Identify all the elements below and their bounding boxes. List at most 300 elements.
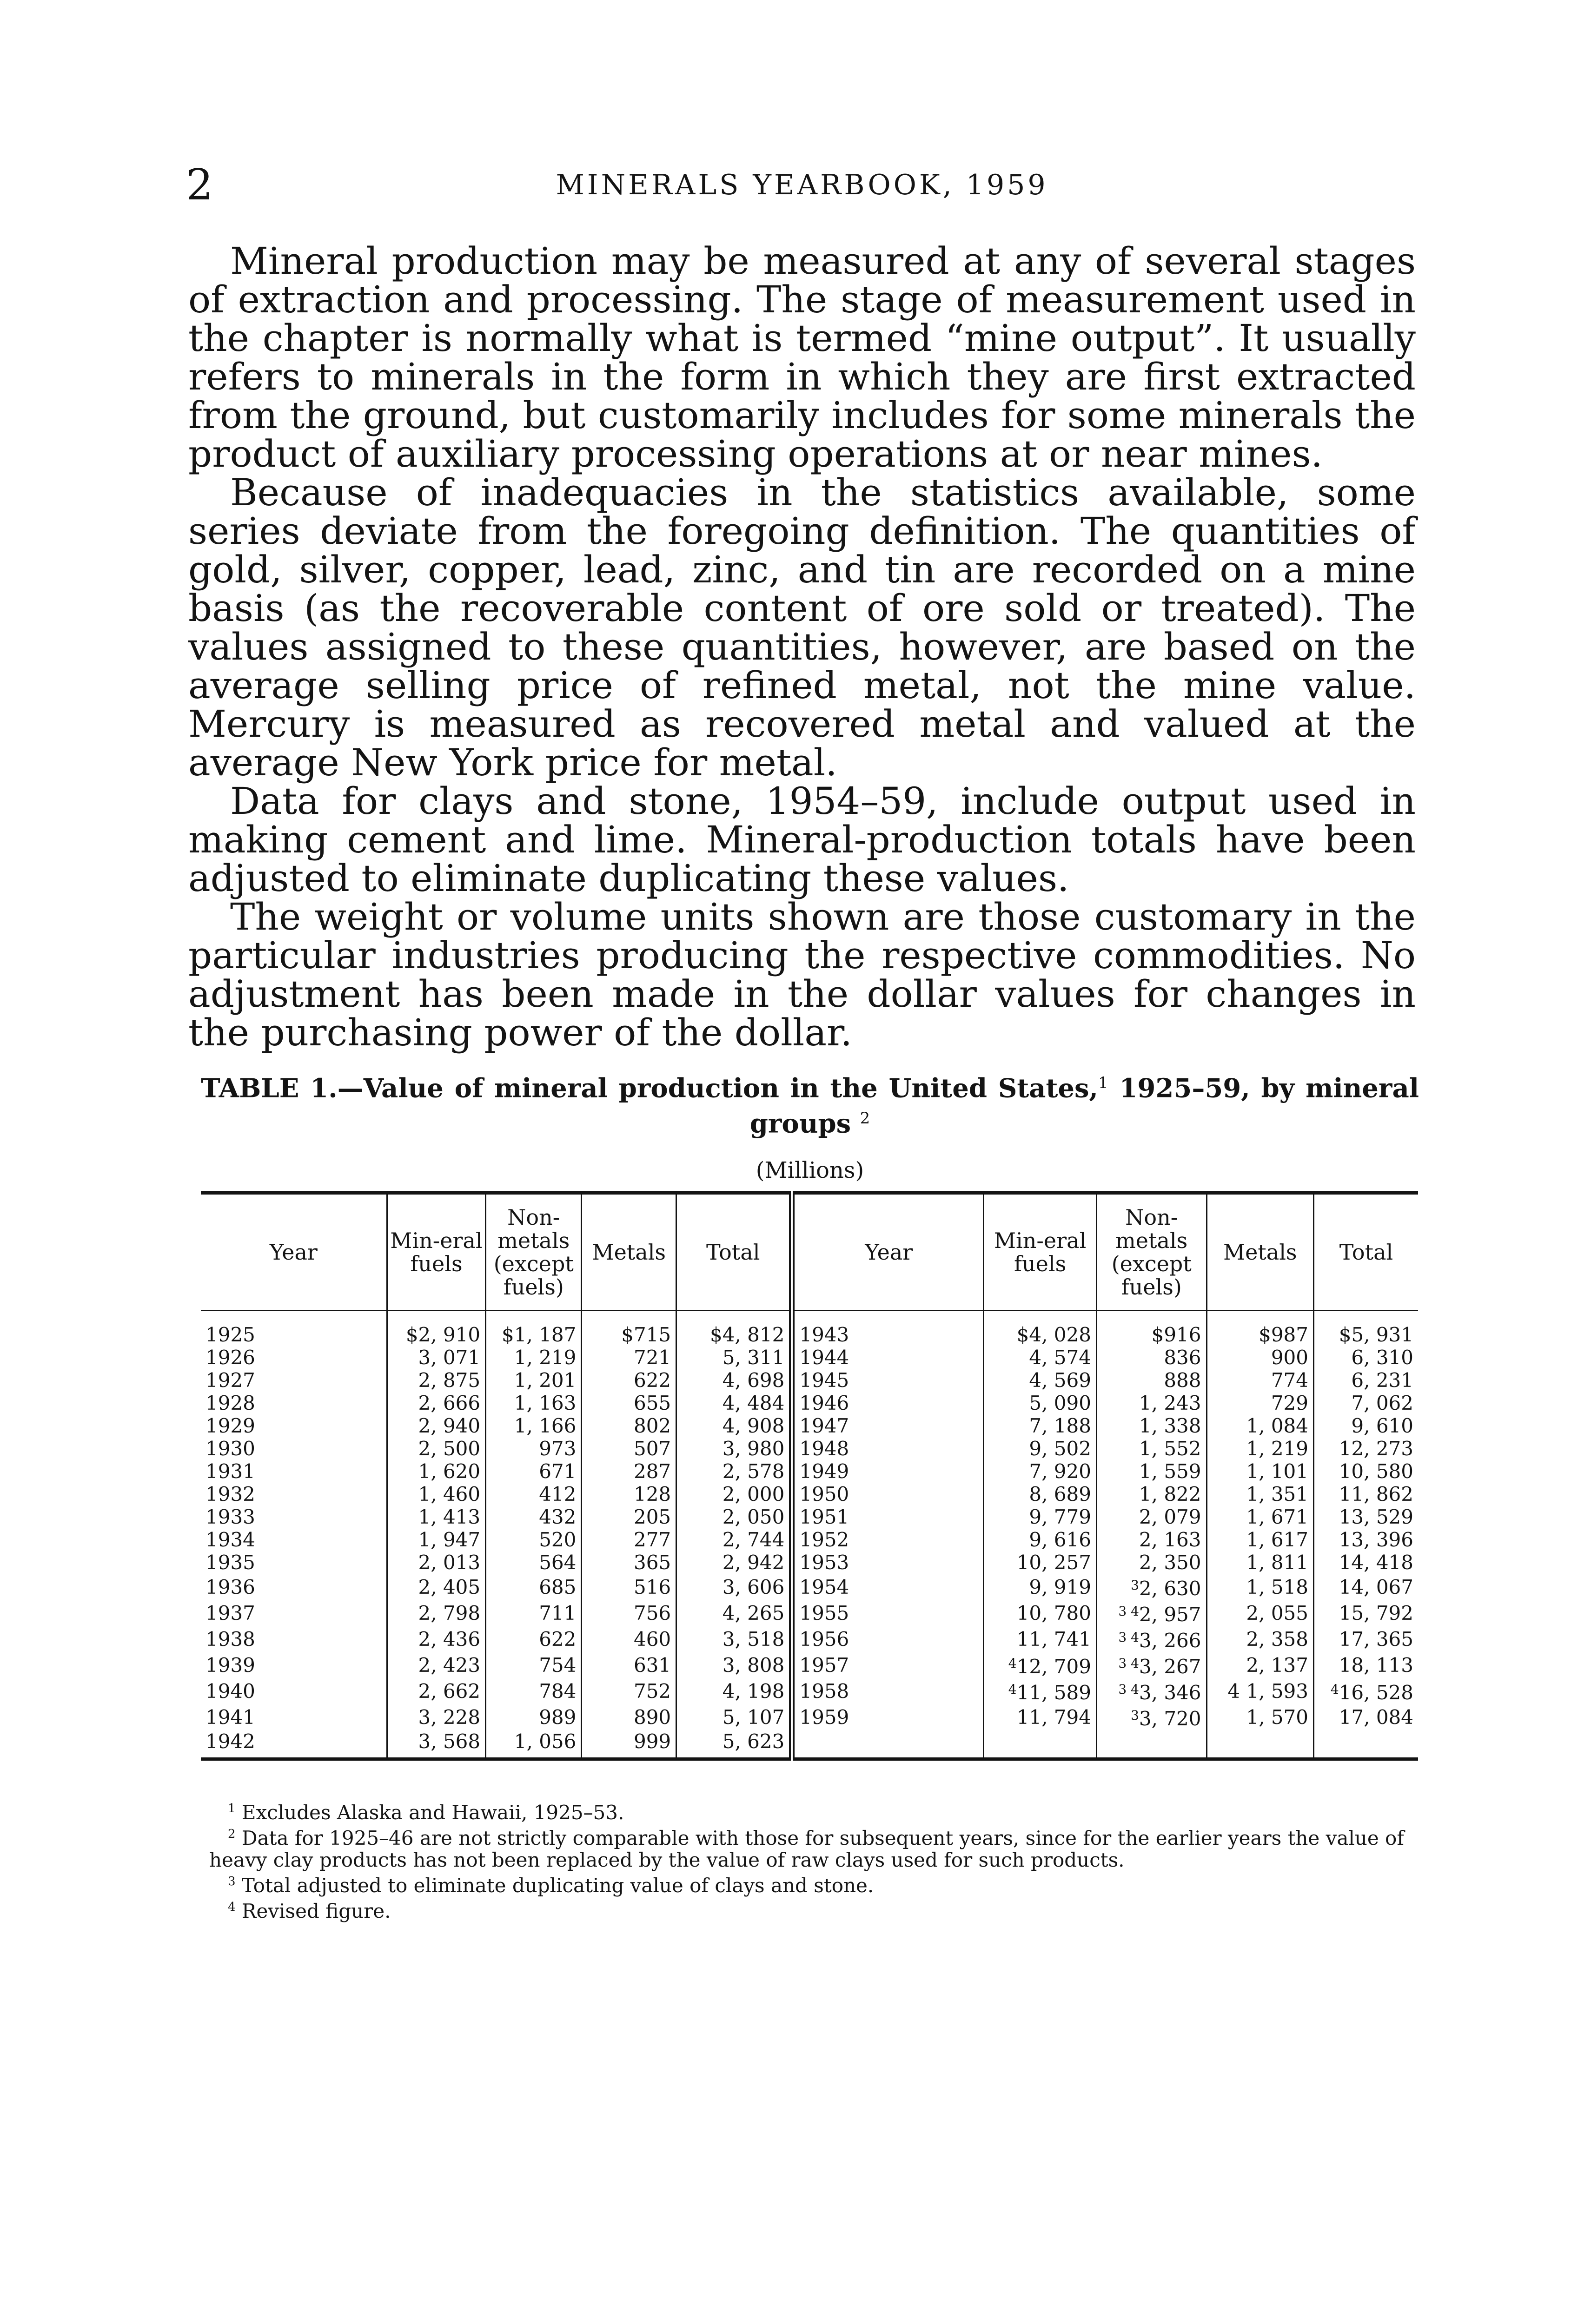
cell-value: 5, 090 <box>1029 1392 1091 1414</box>
metals-cell: 4 1, 593 <box>1207 1678 1314 1704</box>
table-wrapper <box>201 1191 1418 1761</box>
total-cell: 4, 908 <box>676 1414 792 1437</box>
year-cell: 1926 <box>206 1346 255 1369</box>
year-cell: 1933 <box>206 1505 255 1528</box>
mineral-fuels-cell <box>984 1369 1097 1392</box>
year-cell: 1941 <box>206 1705 255 1729</box>
nonmetals-cell <box>1096 1483 1207 1505</box>
cell-value: 2, 079 <box>1139 1505 1201 1528</box>
mineral-fuels-cell: 2, 436 <box>387 1626 485 1652</box>
cell-value: 10, 580 <box>1339 1460 1413 1483</box>
cell-value: 9, 616 <box>1029 1528 1091 1551</box>
nonmetals-cell: 622 <box>486 1626 582 1652</box>
total-cell: 5, 623 <box>676 1730 792 1759</box>
metals-cell: 655 <box>582 1392 676 1414</box>
metals-cell: 507 <box>582 1437 676 1460</box>
table-row <box>201 1574 1418 1600</box>
cell-value: 3, 267 <box>1139 1655 1201 1678</box>
table-row <box>201 1505 1418 1528</box>
empty-cell <box>792 1730 983 1759</box>
footnote-ref: 4 <box>1008 1656 1017 1671</box>
table-row <box>201 1551 1418 1574</box>
metals-cell: 2, 137 <box>1207 1652 1314 1678</box>
footnote-mark: 1 <box>228 1802 236 1816</box>
mineral-fuels-cell <box>984 1551 1097 1574</box>
table-bottom-rule <box>201 1759 1418 1761</box>
total-cell <box>1314 1678 1419 1704</box>
col-header-total: Total <box>1314 1193 1419 1311</box>
total-cell <box>1314 1346 1419 1369</box>
footnote <box>209 1871 1427 1896</box>
footnote <box>209 1896 1427 1922</box>
metals-cell: 900 <box>1207 1346 1314 1369</box>
table-row <box>201 1626 1418 1652</box>
metals-cell: 365 <box>582 1551 676 1574</box>
footnote-mark: 3 <box>228 1875 236 1888</box>
nonmetals-cell: 1, 219 <box>486 1346 582 1369</box>
cell-value: 7, 062 <box>1351 1392 1413 1414</box>
table-row <box>201 1414 1418 1437</box>
metals-cell: 277 <box>582 1528 676 1551</box>
mineral-fuels-cell <box>984 1574 1097 1600</box>
year-cell: 1938 <box>206 1627 255 1651</box>
page-number: 2 <box>186 160 213 210</box>
metals-cell: 756 <box>582 1600 676 1626</box>
paragraph: Data for clays and stone, 1954–59, include output used in making cement and lime. Mineral-production totals have been adjusted to eliminate duplicating these values. <box>188 779 1416 900</box>
nonmetals-cell: 520 <box>486 1528 582 1551</box>
metals-cell: 2, 055 <box>1207 1600 1314 1626</box>
table-row <box>201 1600 1418 1626</box>
mineral-fuels-cell: 2, 662 <box>387 1678 485 1704</box>
year-cell: 1952 <box>792 1528 983 1551</box>
table-row <box>201 1528 1418 1551</box>
footnote-mark: 2 <box>228 1827 236 1841</box>
metals-cell: 1, 570 <box>1207 1704 1314 1730</box>
total-cell <box>1314 1704 1419 1730</box>
empty-cell <box>984 1730 1097 1759</box>
table-title <box>201 1068 1419 1138</box>
total-cell <box>1314 1528 1419 1551</box>
total-cell <box>1314 1392 1419 1414</box>
table-row <box>201 1346 1418 1369</box>
cell-value: 16, 528 <box>1339 1681 1413 1704</box>
total-cell: 5, 107 <box>676 1704 792 1730</box>
mineral-fuels-cell <box>984 1392 1097 1414</box>
nonmetals-cell <box>1096 1574 1207 1600</box>
footnote-text: Excludes Alaska and Hawaii, 1925–53. <box>241 1801 624 1824</box>
mineral-fuels-cell: 1, 947 <box>387 1528 485 1551</box>
nonmetals-cell: $1, 187 <box>486 1311 582 1347</box>
total-cell <box>1314 1311 1419 1347</box>
col-header-total: Total <box>676 1193 792 1311</box>
metals-cell: 1, 084 <box>1207 1414 1314 1437</box>
metals-cell: 205 <box>582 1505 676 1528</box>
cell-value: 1, 243 <box>1139 1392 1201 1414</box>
year-cell: 1957 <box>792 1652 983 1678</box>
total-cell <box>1314 1551 1419 1574</box>
mineral-fuels-cell <box>984 1600 1097 1626</box>
table-row <box>201 1652 1418 1678</box>
footnote-ref: 3 <box>1131 1708 1139 1723</box>
mineral-fuels-cell: 1, 460 <box>387 1483 485 1505</box>
footnote-ref: 1 <box>1098 1074 1108 1092</box>
cell-value: 4, 569 <box>1029 1369 1091 1392</box>
total-cell: 2, 942 <box>676 1551 792 1574</box>
year-cell: 1932 <box>206 1483 255 1505</box>
cell-value: 6, 310 <box>1351 1346 1413 1369</box>
total-cell: 2, 000 <box>676 1483 792 1505</box>
footnote-ref: 3 4 <box>1118 1656 1139 1671</box>
metals-cell: 2, 358 <box>1207 1626 1314 1652</box>
metals-cell: 1, 617 <box>1207 1528 1314 1551</box>
footnote-ref: 4 <box>1330 1682 1339 1697</box>
mineral-fuels-cell <box>984 1483 1097 1505</box>
year-cell: 1929 <box>206 1414 255 1437</box>
table-row <box>201 1311 1418 1347</box>
cell-value: $5, 931 <box>1339 1323 1413 1346</box>
total-cell: 2, 050 <box>676 1505 792 1528</box>
table-title-text: TABLE 1.—Value of mineral production in the United States, <box>201 1073 1098 1104</box>
cell-value: 1, 822 <box>1139 1483 1201 1505</box>
nonmetals-cell: 412 <box>486 1483 582 1505</box>
mineral-fuels-cell: 2, 500 <box>387 1437 485 1460</box>
year-cell: 1945 <box>792 1369 983 1392</box>
mineral-fuels-cell: 2, 940 <box>387 1414 485 1437</box>
total-cell: 5, 311 <box>676 1346 792 1369</box>
nonmetals-cell <box>1096 1600 1207 1626</box>
metals-cell: 999 <box>582 1730 676 1759</box>
total-cell <box>1314 1369 1419 1392</box>
total-cell: 4, 484 <box>676 1392 792 1414</box>
total-cell <box>1314 1574 1419 1600</box>
cell-value: 3, 266 <box>1139 1629 1201 1652</box>
metals-cell: $987 <box>1207 1311 1314 1347</box>
metals-cell: 460 <box>582 1626 676 1652</box>
metals-cell: 128 <box>582 1483 676 1505</box>
cell-value: 10, 257 <box>1016 1551 1091 1574</box>
metals-cell: 1, 219 <box>1207 1437 1314 1460</box>
cell-value: 6, 231 <box>1351 1369 1413 1392</box>
cell-value: 7, 920 <box>1029 1460 1091 1483</box>
footnote-text: Revised figure. <box>241 1900 391 1922</box>
year-cell: 1937 <box>206 1601 255 1624</box>
cell-value: 9, 779 <box>1029 1505 1091 1528</box>
nonmetals-cell <box>1096 1626 1207 1652</box>
year-cell: 1928 <box>206 1392 255 1414</box>
table-row <box>201 1460 1418 1483</box>
cell-value: 9, 502 <box>1029 1437 1091 1460</box>
nonmetals-cell: 711 <box>486 1600 582 1626</box>
col-header-nonmetals: Non-metals (except fuels) <box>1096 1193 1207 1311</box>
year-cell: 1949 <box>792 1460 983 1483</box>
cell-value: 12, 273 <box>1339 1437 1413 1460</box>
nonmetals-cell: 1, 056 <box>486 1730 582 1759</box>
year-cell: 1931 <box>206 1460 255 1483</box>
total-cell <box>1314 1460 1419 1483</box>
mineral-fuels-cell <box>984 1346 1097 1369</box>
paragraph: Mineral production may be measured at any of several stages of extraction and processing. The stage of measurement used in the chapter is normally what is termed “mine output”. It usually refers to minerals in the form in which they are first extracted from the ground, but customarily includes for some minerals the product of auxiliary processing operations at or near mines. <box>188 239 1416 475</box>
year-cell: 1944 <box>792 1346 983 1369</box>
cell-value: 9, 919 <box>1029 1575 1091 1598</box>
year-cell: 1951 <box>792 1505 983 1528</box>
cell-value: 836 <box>1164 1346 1201 1369</box>
footnote-mark: 4 <box>228 1900 236 1914</box>
year-cell: 1925 <box>206 1323 255 1346</box>
metals-cell: 516 <box>582 1574 676 1600</box>
mineral-fuels-cell <box>984 1652 1097 1678</box>
table-row <box>201 1483 1418 1505</box>
cell-value: $4, 028 <box>1016 1323 1091 1346</box>
mineral-fuels-cell <box>984 1505 1097 1528</box>
cell-value: $916 <box>1151 1323 1201 1346</box>
metals-cell: 622 <box>582 1369 676 1392</box>
bottom-rule <box>201 1759 1418 1761</box>
cell-value: 14, 067 <box>1339 1575 1413 1598</box>
metals-cell: 890 <box>582 1704 676 1730</box>
cell-value: 11, 794 <box>1016 1705 1091 1729</box>
total-cell <box>1314 1505 1419 1528</box>
header-row <box>201 1193 1418 1311</box>
mineral-fuels-cell: 2, 798 <box>387 1600 485 1626</box>
table-row <box>201 1392 1418 1414</box>
mineral-fuels-cell <box>984 1460 1097 1483</box>
mineral-fuels-cell <box>984 1704 1097 1730</box>
total-cell: 4, 698 <box>676 1369 792 1392</box>
nonmetals-cell <box>1096 1704 1207 1730</box>
nonmetals-cell: 671 <box>486 1460 582 1483</box>
table-body <box>201 1311 1418 1759</box>
nonmetals-cell: 1, 166 <box>486 1414 582 1437</box>
table-row <box>201 1678 1418 1704</box>
nonmetals-cell <box>1096 1528 1207 1551</box>
total-cell: 3, 980 <box>676 1437 792 1460</box>
col-header-mineral-fuels: Min-eral fuels <box>984 1193 1097 1311</box>
nonmetals-cell <box>1096 1460 1207 1483</box>
year-cell: 1930 <box>206 1437 255 1460</box>
nonmetals-cell: 973 <box>486 1437 582 1460</box>
nonmetals-cell <box>1096 1311 1207 1347</box>
cell-value: 2, 350 <box>1139 1551 1201 1574</box>
year-cell: 1934 <box>206 1528 255 1551</box>
mineral-fuels-cell: 2, 666 <box>387 1392 485 1414</box>
mineral-fuels-cell: 2, 013 <box>387 1551 485 1574</box>
footnote-ref: 2 <box>860 1109 870 1128</box>
year-cell: 1935 <box>206 1551 255 1574</box>
table-title-text-cont: 1925–59, by mineral groups <box>749 1073 1419 1139</box>
total-cell: 3, 606 <box>676 1574 792 1600</box>
empty-cell <box>1096 1730 1207 1759</box>
nonmetals-cell <box>1096 1652 1207 1678</box>
total-cell <box>1314 1652 1419 1678</box>
cell-value: 2, 630 <box>1139 1577 1201 1600</box>
cell-value: 17, 365 <box>1339 1627 1413 1651</box>
nonmetals-cell: 432 <box>486 1505 582 1528</box>
footnote-ref: 3 4 <box>1118 1682 1139 1697</box>
total-cell <box>1314 1414 1419 1437</box>
year-cell: 1953 <box>792 1551 983 1574</box>
nonmetals-cell <box>1096 1369 1207 1392</box>
metals-cell: 721 <box>582 1346 676 1369</box>
table-row <box>201 1704 1418 1730</box>
empty-cell <box>1207 1730 1314 1759</box>
cell-value: 12, 709 <box>1016 1655 1091 1678</box>
year-cell: 1939 <box>206 1653 255 1677</box>
col-header-nonmetals: Non-metals (except fuels) <box>486 1193 582 1311</box>
nonmetals-cell: 685 <box>486 1574 582 1600</box>
footnote <box>209 1798 1427 1823</box>
table-row <box>201 1369 1418 1392</box>
metals-cell: 1, 671 <box>1207 1505 1314 1528</box>
metals-cell: 1, 351 <box>1207 1483 1314 1505</box>
cell-value: 11, 589 <box>1016 1681 1091 1704</box>
footnote-ref: 4 <box>1008 1682 1017 1697</box>
nonmetals-cell <box>1096 1414 1207 1437</box>
nonmetals-cell: 1, 163 <box>486 1392 582 1414</box>
mineral-fuels-cell: 2, 405 <box>387 1574 485 1600</box>
mineral-fuels-cell: 2, 423 <box>387 1652 485 1678</box>
year-cell: 1954 <box>792 1574 983 1600</box>
cell-value: 3, 720 <box>1139 1707 1201 1730</box>
footnotes <box>209 1798 1427 1922</box>
total-cell: 3, 518 <box>676 1626 792 1652</box>
metals-cell: 1, 811 <box>1207 1551 1314 1574</box>
total-cell: 2, 744 <box>676 1528 792 1551</box>
metals-cell: 729 <box>1207 1392 1314 1414</box>
cell-value: 888 <box>1164 1369 1201 1392</box>
nonmetals-cell: 784 <box>486 1678 582 1704</box>
table-row <box>201 1730 1418 1759</box>
cell-value: 2, 957 <box>1139 1603 1201 1626</box>
cell-value: 15, 792 <box>1339 1601 1413 1624</box>
col-header-metals: Metals <box>582 1193 676 1311</box>
mineral-production-table <box>201 1191 1418 1761</box>
cell-value: 1, 338 <box>1139 1414 1201 1437</box>
nonmetals-cell: 564 <box>486 1551 582 1574</box>
cell-value: 11, 741 <box>1016 1627 1091 1651</box>
col-header-metals: Metals <box>1207 1193 1314 1311</box>
mineral-fuels-cell <box>984 1437 1097 1460</box>
total-cell <box>1314 1483 1419 1505</box>
nonmetals-cell <box>1096 1346 1207 1369</box>
mineral-fuels-cell: $2, 910 <box>387 1311 485 1347</box>
cell-value: 4, 574 <box>1029 1346 1091 1369</box>
metals-cell: 287 <box>582 1460 676 1483</box>
nonmetals-cell <box>1096 1505 1207 1528</box>
table-row <box>201 1437 1418 1460</box>
year-cell: 1955 <box>792 1600 983 1626</box>
col-header-year: Year <box>792 1193 983 1311</box>
cell-value: 14, 418 <box>1339 1551 1413 1574</box>
nonmetals-cell <box>1096 1437 1207 1460</box>
year-cell: 1942 <box>206 1730 255 1753</box>
mineral-fuels-cell <box>984 1626 1097 1652</box>
metals-cell: 802 <box>582 1414 676 1437</box>
cell-value: 11, 862 <box>1339 1483 1413 1505</box>
mineral-fuels-cell <box>984 1678 1097 1704</box>
year-cell: 1948 <box>792 1437 983 1460</box>
total-cell <box>1314 1600 1419 1626</box>
cell-value: 13, 529 <box>1339 1505 1413 1528</box>
mineral-fuels-cell <box>984 1311 1097 1347</box>
year-cell: 1936 <box>206 1575 255 1598</box>
paragraph: The weight or volume units shown are those customary in the particular industries producing the respective commodities. No adjustment has been made in the dollar values for changes in the purchasing power of the dollar. <box>188 895 1416 1054</box>
mineral-fuels-cell: 1, 413 <box>387 1505 485 1528</box>
mineral-fuels-cell: 2, 875 <box>387 1369 485 1392</box>
col-header-year: Year <box>201 1193 387 1311</box>
cell-value: 10, 780 <box>1016 1601 1091 1624</box>
cell-value: 18, 113 <box>1339 1653 1413 1677</box>
nonmetals-cell <box>1096 1392 1207 1414</box>
year-cell: 1958 <box>792 1678 983 1704</box>
cell-value: 1, 559 <box>1139 1460 1201 1483</box>
cell-value: 17, 084 <box>1339 1705 1413 1729</box>
mineral-fuels-cell <box>984 1528 1097 1551</box>
footnote-text: Data for 1925–46 are not strictly comparable with those for subsequent years, since for the earlier years the value of heavy clay products has not been replaced by the value of raw clays used for such products. <box>209 1827 1404 1871</box>
body-text <box>188 239 1416 1054</box>
footnote-ref: 3 4 <box>1118 1630 1139 1645</box>
nonmetals-cell: 754 <box>486 1652 582 1678</box>
total-cell: 4, 198 <box>676 1678 792 1704</box>
year-cell: 1956 <box>792 1626 983 1652</box>
year-cell: 1947 <box>792 1414 983 1437</box>
cell-value: 3, 346 <box>1139 1681 1201 1704</box>
metals-cell: 631 <box>582 1652 676 1678</box>
mineral-fuels-cell: 3, 228 <box>387 1704 485 1730</box>
metals-cell: 1, 101 <box>1207 1460 1314 1483</box>
mineral-fuels-cell <box>984 1414 1097 1437</box>
total-cell: 2, 578 <box>676 1460 792 1483</box>
total-cell: 3, 808 <box>676 1652 792 1678</box>
page-header <box>186 160 1418 210</box>
metals-cell: 752 <box>582 1678 676 1704</box>
nonmetals-cell <box>1096 1551 1207 1574</box>
nonmetals-cell: 989 <box>486 1704 582 1730</box>
footnote-ref: 3 <box>1131 1578 1139 1593</box>
metals-cell: 1, 518 <box>1207 1574 1314 1600</box>
year-cell: 1946 <box>792 1392 983 1414</box>
cell-value: 9, 610 <box>1351 1414 1413 1437</box>
year-cell: 1927 <box>206 1369 255 1392</box>
empty-cell <box>1314 1730 1419 1759</box>
nonmetals-cell <box>1096 1678 1207 1704</box>
total-cell <box>1314 1437 1419 1460</box>
cell-value: 1, 552 <box>1139 1437 1201 1460</box>
cell-value: 8, 689 <box>1029 1483 1091 1505</box>
paragraph: Because of inadequacies in the statistics available, some series deviate from the foregoing definition. The quantities of gold, silver, copper, lead, zinc, and tin are recorded on a mine basis (as the recoverable content of ore sold or treated). The values assigned to these quantities, however, are based on the average selling price of refined metal, not the mine value. Mercury is measured as recovered metal and valued at the average New York price for metal. <box>188 471 1416 784</box>
year-cell: 1943 <box>792 1311 983 1347</box>
table-units: (Millions) <box>756 1157 864 1183</box>
mineral-fuels-cell: 3, 071 <box>387 1346 485 1369</box>
footnote-ref: 3 4 <box>1118 1604 1139 1619</box>
total-cell <box>1314 1626 1419 1652</box>
running-head: MINERALS YEARBOOK, 1959 <box>556 169 1048 201</box>
year-cell: 1959 <box>792 1704 983 1730</box>
cell-value: 7, 188 <box>1029 1414 1091 1437</box>
year-cell: 1940 <box>206 1679 255 1703</box>
mineral-fuels-cell: 1, 620 <box>387 1460 485 1483</box>
metals-cell: 774 <box>1207 1369 1314 1392</box>
mineral-fuels-cell: 3, 568 <box>387 1730 485 1759</box>
total-cell: 4, 265 <box>676 1600 792 1626</box>
footnote-text: Total adjusted to eliminate duplicating value of clays and stone. <box>241 1874 874 1897</box>
cell-value: 2, 163 <box>1139 1528 1201 1551</box>
year-cell: 1950 <box>792 1483 983 1505</box>
total-cell: $4, 812 <box>676 1311 792 1347</box>
col-header-mineral-fuels: Min-eral fuels <box>387 1193 485 1311</box>
nonmetals-cell: 1, 201 <box>486 1369 582 1392</box>
footnote <box>209 1823 1427 1871</box>
cell-value: 13, 396 <box>1339 1528 1413 1551</box>
